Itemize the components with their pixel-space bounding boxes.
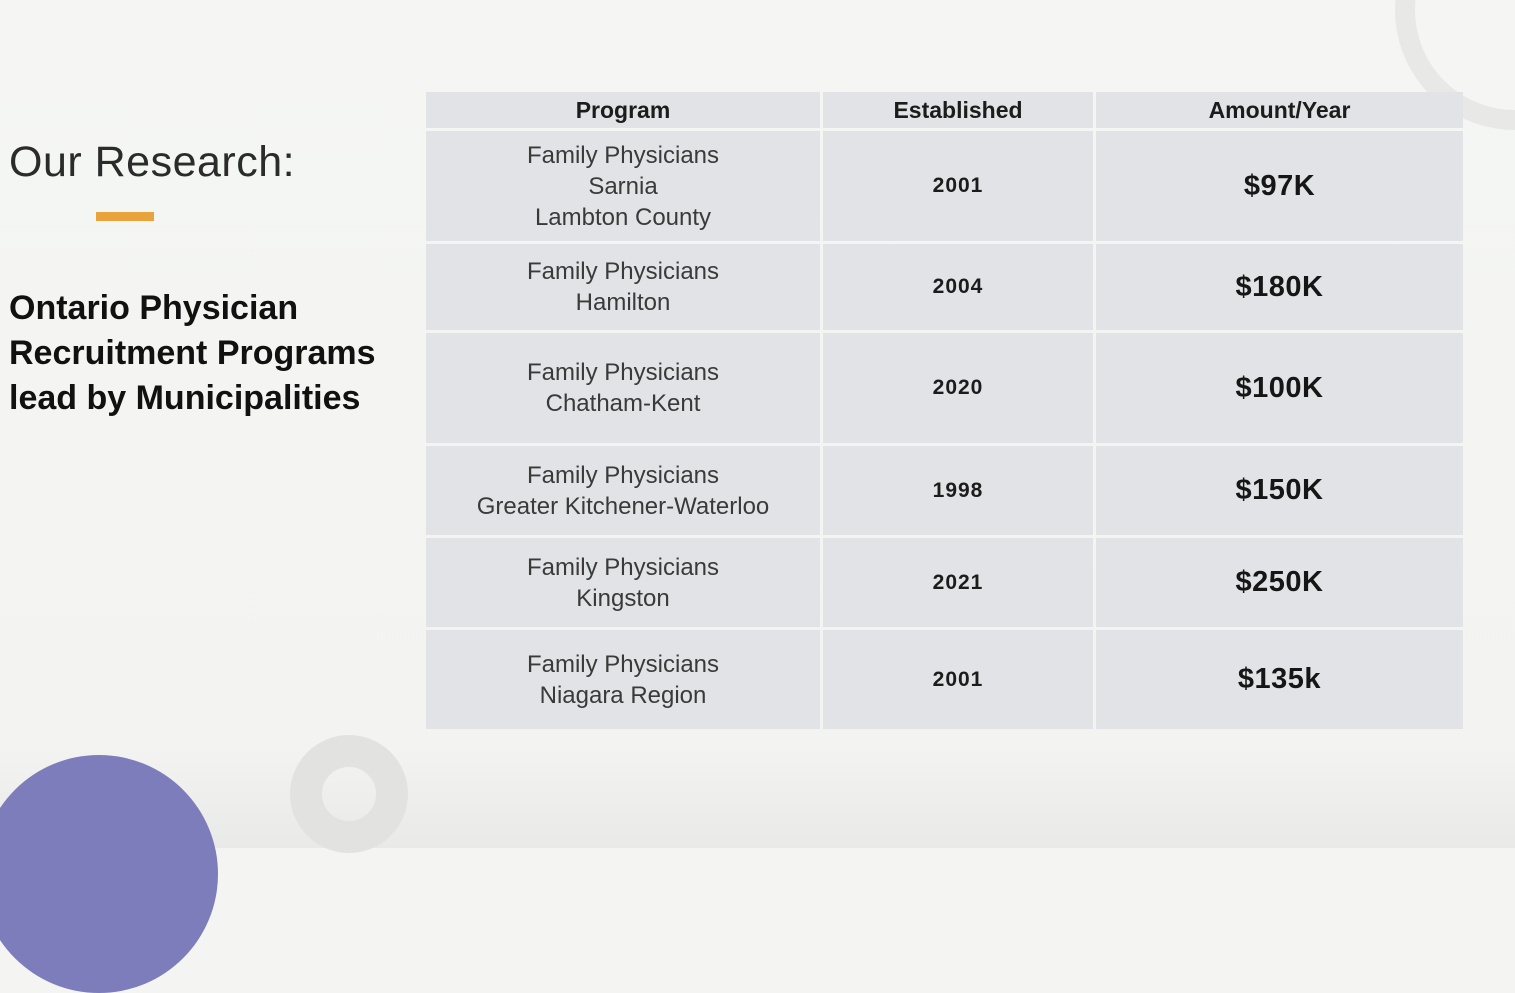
decorative-purple-circle [0, 755, 218, 993]
program-line: Sarnia [588, 172, 658, 200]
section-title: Our Research: [9, 138, 296, 186]
slide-heading-line: Recruitment Programs [9, 334, 376, 372]
established-cell: 2020 [823, 333, 1093, 443]
amount-cell: $150K [1096, 446, 1463, 535]
program-cell [426, 538, 820, 627]
table-row [426, 538, 1463, 627]
program-cell [426, 333, 820, 443]
program-cell [426, 131, 820, 241]
amount-cell: $100K [1096, 333, 1463, 443]
slide-heading [9, 286, 424, 421]
program-line: Family Physicians [526, 553, 720, 581]
slide-heading-line: Ontario Physician [9, 289, 299, 327]
slide-heading-line: lead by Municipalities [9, 379, 361, 417]
programs-table [423, 89, 1466, 732]
programs-table-container [426, 92, 1457, 729]
column-header-established: Established [823, 92, 1093, 128]
program-line: Family Physicians [526, 141, 720, 169]
column-header-amount: Amount/Year [1096, 92, 1463, 128]
title-accent-bar [96, 212, 154, 221]
table-row [426, 446, 1463, 535]
program-line: Niagara Region [539, 681, 707, 709]
amount-cell: $135k [1096, 630, 1463, 729]
table-row [426, 333, 1463, 443]
program-cell [426, 446, 820, 535]
established-cell: 2021 [823, 538, 1093, 627]
table-header-row [426, 92, 1463, 128]
program-line: Hamilton [575, 289, 671, 316]
established-cell: 2004 [823, 244, 1093, 330]
program-line: Lambton County [534, 203, 712, 231]
table-row [426, 630, 1463, 729]
program-line: Family Physicians [526, 258, 720, 285]
established-cell: 1998 [823, 446, 1093, 535]
amount-cell: $250K [1096, 538, 1463, 627]
program-line: Kingston [576, 584, 670, 612]
established-cell: 2001 [823, 131, 1093, 241]
program-line: Chatham-Kent [545, 390, 701, 417]
table-row [426, 131, 1463, 241]
table-row [426, 244, 1463, 330]
column-header-program: Program [426, 92, 820, 128]
program-line: Family Physicians [526, 461, 720, 489]
program-line: Family Physicians [526, 359, 720, 386]
amount-cell: $97K [1096, 131, 1463, 241]
program-cell [426, 630, 820, 729]
program-line: Greater Kitchener-Waterloo [476, 492, 770, 520]
amount-cell: $180K [1096, 244, 1463, 330]
program-line: Family Physicians [526, 650, 720, 678]
established-cell: 2001 [823, 630, 1093, 729]
decorative-grey-ring [290, 735, 408, 853]
program-cell [426, 244, 820, 330]
